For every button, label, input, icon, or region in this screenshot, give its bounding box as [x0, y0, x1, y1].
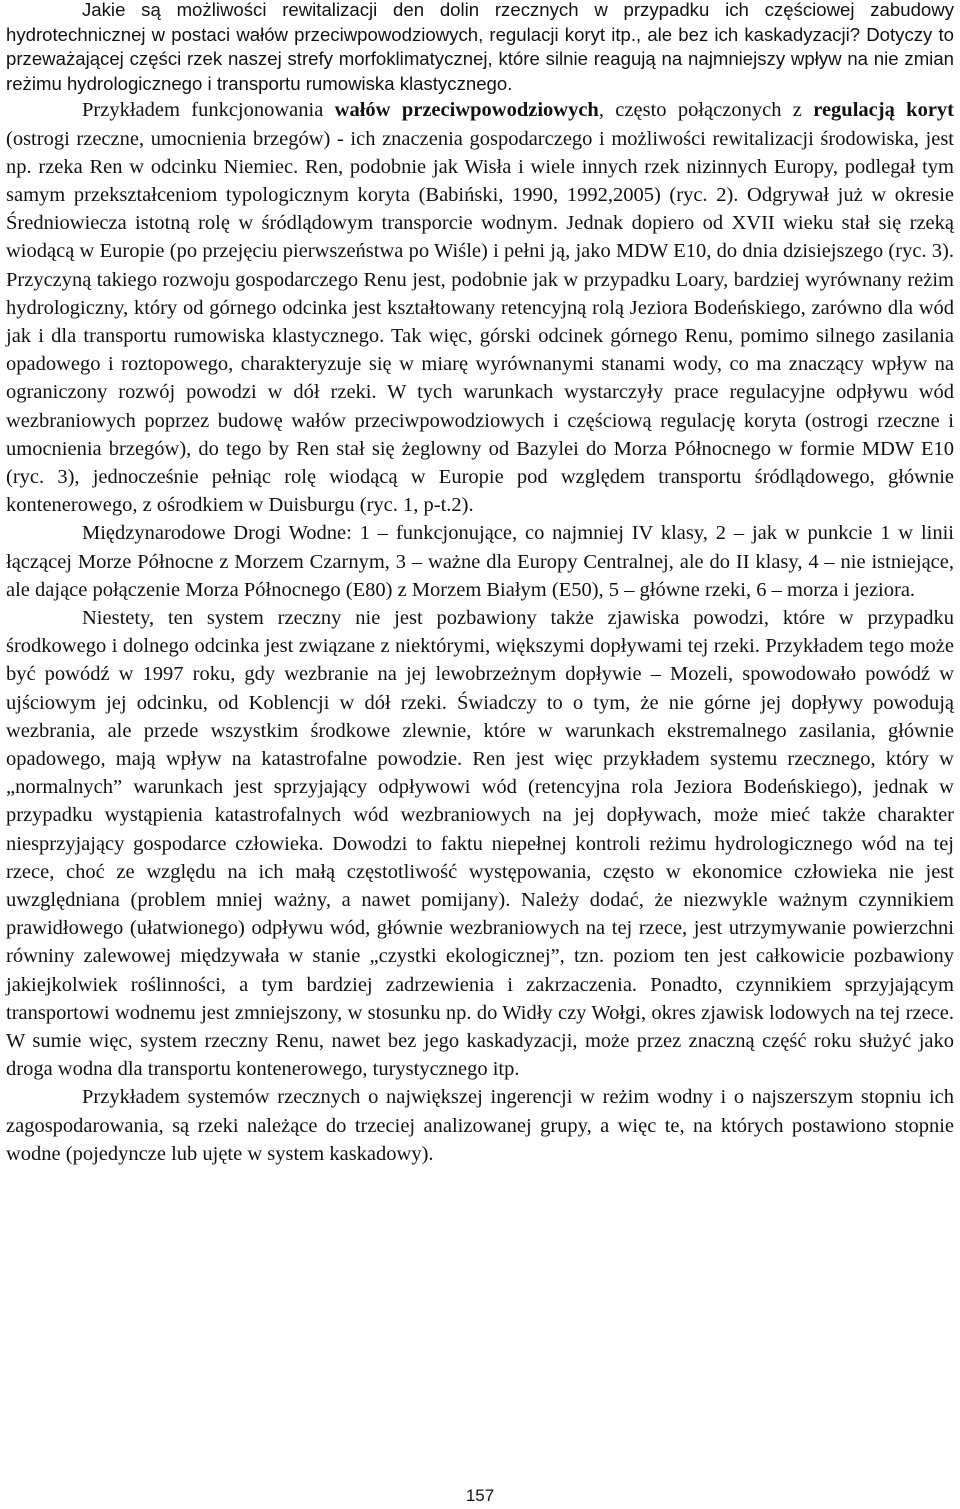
- text-run: Przykładem funkcjonowania: [82, 99, 335, 122]
- bold-term-channel-regulation: regulacją koryt: [813, 99, 955, 122]
- paragraph-waterways-legend: Międzynarodowe Drogi Wodne: 1 – funkcjonujące, co najmniej IV klasy, 2 – jak w punkcie 1 w linii łączącej Morze Północne z Morzem Czarnym, 3 – ważne dla Europy Centralnej, ale do II klasy, 4 – nie istniejące, ale dające połączenie Morza Północnego (E80) z Morzem Białym (E50), 5 – główne rzeki, 6 – morza i jeziora.: [6, 522, 954, 601]
- page-number: 157: [465, 1486, 495, 1505]
- paragraph-question: Jakie są możliwości rewitalizacji den dolin rzecznych w przypadku ich częściowej zabudowy hydrotechnicznej w postaci wałów przeciwpowodziowych, regulacji koryt itp., ale bez ich kaskadyzacji? Dotyczy to przeważającej części rzek naszej strefy morfoklimatycznej, które silnie reagują na najmniejszy wpływ na nie zmian reżimu hydrologicznego i transportu rumowiska klastycznego.: [6, 0, 954, 94]
- paragraph-third-group: Przykładem systemów rzecznych o największej ingerencji w reżim wodny i o najszerszym stopniu ich zagospodarowania, są rzeki należące do trzeciej analizowanej grupy, a więc te, na których postawiono stopnie wodne (pojedyncze lub ujęte w system kaskadowy).: [6, 1086, 954, 1165]
- document-page: [6, 0, 954, 1168]
- text-run: (ostrogi rzeczne, umocnienia brzegów) - ich znaczenia gospodarczego i możliwości rewitalizacji środowiska, jest np. rzeka Ren w odcinku Niemiec. Ren, podobnie jak Wisła i wiele innych rzek nizinnych Europy, podlegał tym samym przekształceniom typologicznym koryta (Babiński, 1990, 1992,2005) (ryc. 2). Odgrywał już w okresie Średniowiecza istotną rolę w śródlądowym transporcie wodnym. Jednak dopiero od XVII wieku stał się rzeką wiodącą w Europie (po przejęciu pierwszeństwa po Wiśle) i pełni ją, jako MDW E10, do dnia dzisiejszego (ryc. 3). Przyczyną takiego rozwoju gospodarczego Renu jest, podobnie jak w przypadku Loary, bardziej wyrównany reżim hydrologiczny, który od górnego odcinka jest kształtowany retencyjną rolą Jeziora Bodeńskiego, zarówno dla wód jak i dla transportu rumowiska klastycznego. Tak więc, górski odcinek górnego Renu, pomimo silnego zasilania opadowego i roztopowego, charakteryzuje się w miarę wyrównanymi stanami wody, co ma znaczący wpływ na ograniczony rozwój powodzi w dół rzeki. W tych warunkach wystarczyły prace regulacyjne odpływu wód wezbraniowych poprzez budowę wałów przeciwpowodziowych i częściową regulację koryta (ostrogi rzeczne i umocnienia brzegów), do tego by Ren stał się żeglowny od Bazylei do Morza Północnego w formie MDW E10 (ryc. 3), jednocześnie pełniąc rolę wiodącą w Europie pod względem transportu śródlądowego, głównie kontenerowego, z ośrodkiem w Duisburgu (ryc. 1, p-t.2).: [6, 127, 954, 517]
- paragraph-rhine-example: [6, 96, 954, 519]
- bold-term-levees: wałów przeciwpowodziowych: [334, 99, 599, 122]
- text-run: , często połączonych z: [598, 99, 814, 122]
- paragraph-floods: Niestety, ten system rzeczny nie jest pozbawiony także zjawiska powodzi, które w przypadku środkowego i dolnego odcinka jest związane z niektórymi, większymi dopływami tej rzeki. Przykładem tego może być powódź w 1997 roku, gdy wezbranie na jej lewobrzeżnym dopływie – Mozeli, spowodowało powódź w ujściowym jej odcinku, od Koblencji w dół rzeki. Świadczy to o tym, że nie górne jej dopływy powodują wezbrania, ale przede wszystkim środkowe zlewnie, które w warunkach ekstremalnego zasilania, głównie opadowego, mają wpływ na katastrofalne powodzie. Ren jest więc przykładem systemu rzecznego, który w „normalnych” warunkach jest sprzyjający odpływowi wód (retencyjna rola Jeziora Bodeńskiego), jednak w przypadku wystąpienia katastrofalnych wód wezbraniowych na jej dopływach, może mieć także charakter niesprzyjający gospodarce człowieka. Dowodzi to faktu niepełnej kontroli reżimu hydrologicznego wód na tej rzece, choć ze względu na ich małą częstotliwość występowania, często w ekonomice człowieka nie jest uwzględniana (problem mniej ważny, a nawet pomijany). Należy dodać, że niezwykle ważnym czynnikiem prawidłowego (ułatwionego) odpływu wód, głównie wezbraniowych na tej rzece, jest utrzymywanie powierzchni równiny zalewowej międzywała w stanie „czystki ekologicznej”, tzn. poziom ten jest całkowicie pozbawiony jakiejkolwiek roślinności, a tym bardziej zadrzewienia i zakrzaczenia. Ponadto, czynnikiem sprzyjającym transportowi wodnemu jest zmniejszony, w stosunku np. do Widły czy Wołgi, okres zjawisk lodowych na tej rzece. W sumie więc, system rzeczny Renu, nawet bez jego kaskadyzacji, może przez znaczną część roku służyć jako droga wodna dla transportu kontenerowego, turystycznego itp.: [6, 607, 954, 1081]
